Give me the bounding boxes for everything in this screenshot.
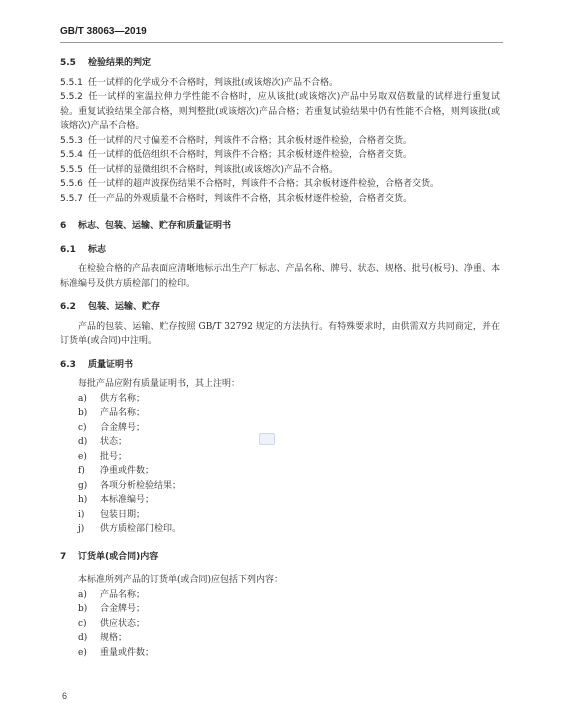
list-label: b) bbox=[78, 604, 88, 614]
chapter-number: 6 bbox=[60, 221, 67, 231]
section-6-2-text: 产品的包装、运输、贮存按照 GB/T 32792 规定的方法执行。有特殊要求时，由供需双方共同商定，并在订货单(或合同)中注明。 bbox=[60, 321, 500, 346]
clause-number: 5.5.3 bbox=[60, 135, 83, 146]
chapter-title: 订货单(或合同)内容 bbox=[78, 551, 159, 562]
list-text: 合金牌号； bbox=[100, 422, 146, 433]
chapter-title: 标志、包装、运输、贮存和质量证明书 bbox=[78, 221, 232, 231]
clause-number: 5.5.5 bbox=[60, 164, 83, 175]
section-6-2-heading bbox=[60, 300, 500, 315]
list-label: h) bbox=[78, 495, 88, 505]
list-label: a) bbox=[78, 589, 87, 600]
clause-text: 任一试样的超声波探伤结果不合格时，判该件不合格；其余板材逐件检验，合格者交货。 bbox=[88, 179, 440, 189]
clause-number: 5.5.2 bbox=[60, 92, 83, 102]
section-title: 检验结果的判定 bbox=[88, 58, 152, 68]
section-title: 质量证明书 bbox=[88, 359, 134, 370]
section-6-1-text: 在检验合格的产品表面应清晰地标示出生产厂标志、产品名称、牌号、状态、规格、批号(板号)、净重、本标准编号及供方质检部门的检印。 bbox=[60, 264, 500, 289]
section-number: 6.2 bbox=[60, 302, 76, 312]
section-title: 标志 bbox=[88, 244, 107, 255]
list-item bbox=[78, 435, 500, 450]
chapter-6-heading bbox=[60, 219, 500, 234]
chapter-number: 7 bbox=[60, 551, 67, 562]
clause-text: 任一试样的室温拉伸力学性能不合格时，应从该批(或该熔次)产品中另取双倍数量的试样进行重复试验。重复试验结果全部合格，则判整批(或该熔次)产品合格；若重复试验结果中仍有性能不合格，则判该批(或该熔次)产品不合格。 bbox=[60, 92, 500, 131]
section-number: 6.1 bbox=[60, 244, 76, 255]
clause-number: 5.5.1 bbox=[60, 77, 83, 88]
list-text: 状态； bbox=[100, 437, 128, 447]
quality-certificate-list bbox=[60, 392, 500, 537]
list-label: e) bbox=[78, 451, 87, 462]
section-6-3-intro: 每批产品应附有质量证明书，其上注明： bbox=[78, 379, 241, 389]
section-number: 5.5 bbox=[60, 58, 76, 68]
list-label: f) bbox=[78, 466, 85, 476]
clause-5-5-2 bbox=[60, 90, 500, 134]
header-rule bbox=[60, 42, 503, 43]
list-label: c) bbox=[78, 618, 87, 629]
list-label: g) bbox=[78, 480, 88, 491]
list-item bbox=[78, 493, 500, 508]
list-text: 包装日期； bbox=[100, 509, 146, 520]
watermark-stamp bbox=[259, 433, 275, 445]
list-text: 供方质检部门检印。 bbox=[100, 524, 182, 534]
clause-text: 任一试样的化学成分不合格时，判该批(或该熔次)产品不合格。 bbox=[88, 77, 339, 88]
list-text: 产品名称； bbox=[100, 408, 146, 418]
list-item bbox=[78, 588, 500, 603]
list-item bbox=[78, 464, 500, 479]
clause-5-5-3 bbox=[60, 134, 500, 149]
list-text: 产品名称； bbox=[100, 589, 146, 600]
clause-text: 任一产品的外观质量不合格时，判该件不合格，其余板材逐件检验，合格者交货。 bbox=[88, 193, 413, 204]
list-text: 净重或件数； bbox=[100, 466, 155, 476]
clause-text: 任一试样的显微组织不合格时，判该批(或该熔次)产品不合格。 bbox=[88, 164, 339, 175]
section-number: 6.3 bbox=[60, 359, 76, 370]
page-number: 6 bbox=[62, 691, 68, 701]
list-label: b) bbox=[78, 408, 88, 418]
section-6-1-heading bbox=[60, 243, 500, 258]
clause-number: 5.5.7 bbox=[60, 193, 83, 204]
page-content bbox=[60, 56, 500, 660]
list-item bbox=[78, 508, 500, 523]
standard-code: GB/T 38063—2019 bbox=[60, 26, 147, 37]
list-text: 重量或件数； bbox=[100, 647, 155, 658]
list-label: j) bbox=[78, 524, 85, 534]
section-title: 包装、运输、贮存 bbox=[88, 302, 161, 312]
section-7-intro: 本标准所列产品的订货单(或合同)应包括下列内容： bbox=[78, 575, 284, 585]
clause-number: 5.5.6 bbox=[60, 179, 83, 189]
list-label: d) bbox=[78, 437, 88, 447]
list-item bbox=[78, 631, 500, 646]
list-item bbox=[78, 421, 500, 436]
list-text: 供应状态； bbox=[100, 618, 146, 629]
clause-5-5-6 bbox=[60, 177, 500, 192]
section-6-3-heading bbox=[60, 358, 500, 373]
clause-number: 5.5.4 bbox=[60, 150, 83, 160]
order-content-list bbox=[60, 588, 500, 661]
list-item bbox=[78, 479, 500, 494]
list-text: 规格； bbox=[100, 633, 128, 643]
list-text: 供方名称； bbox=[100, 393, 146, 404]
list-label: a) bbox=[78, 393, 87, 404]
section-5-5-heading bbox=[60, 56, 500, 71]
clause-text: 任一试样的尺寸偏差不合格时，判该件不合格；其余板材逐件检验，合格者交货。 bbox=[88, 135, 413, 146]
list-item bbox=[78, 646, 500, 661]
list-item bbox=[78, 617, 500, 632]
list-item bbox=[78, 392, 500, 407]
clause-5-5-7 bbox=[60, 192, 500, 207]
list-item bbox=[78, 450, 500, 465]
list-text: 本标准编号； bbox=[100, 495, 155, 505]
list-text: 各项分析检验结果； bbox=[100, 480, 182, 491]
list-item bbox=[78, 406, 500, 421]
list-item bbox=[78, 522, 500, 537]
list-label: c) bbox=[78, 422, 87, 433]
clause-5-5-4 bbox=[60, 148, 500, 163]
list-item bbox=[78, 602, 500, 617]
list-label: e) bbox=[78, 647, 87, 658]
clause-5-5-1 bbox=[60, 76, 500, 91]
clause-text: 任一试样的低倍组织不合格时，判该件不合格；其余板材逐件检验，合格者交货。 bbox=[88, 150, 413, 160]
list-text: 批号； bbox=[100, 451, 128, 462]
list-label: i) bbox=[78, 509, 85, 520]
list-label: d) bbox=[78, 633, 88, 643]
list-text: 合金牌号； bbox=[100, 604, 146, 614]
chapter-7-heading bbox=[60, 550, 500, 565]
clause-5-5-5 bbox=[60, 163, 500, 178]
